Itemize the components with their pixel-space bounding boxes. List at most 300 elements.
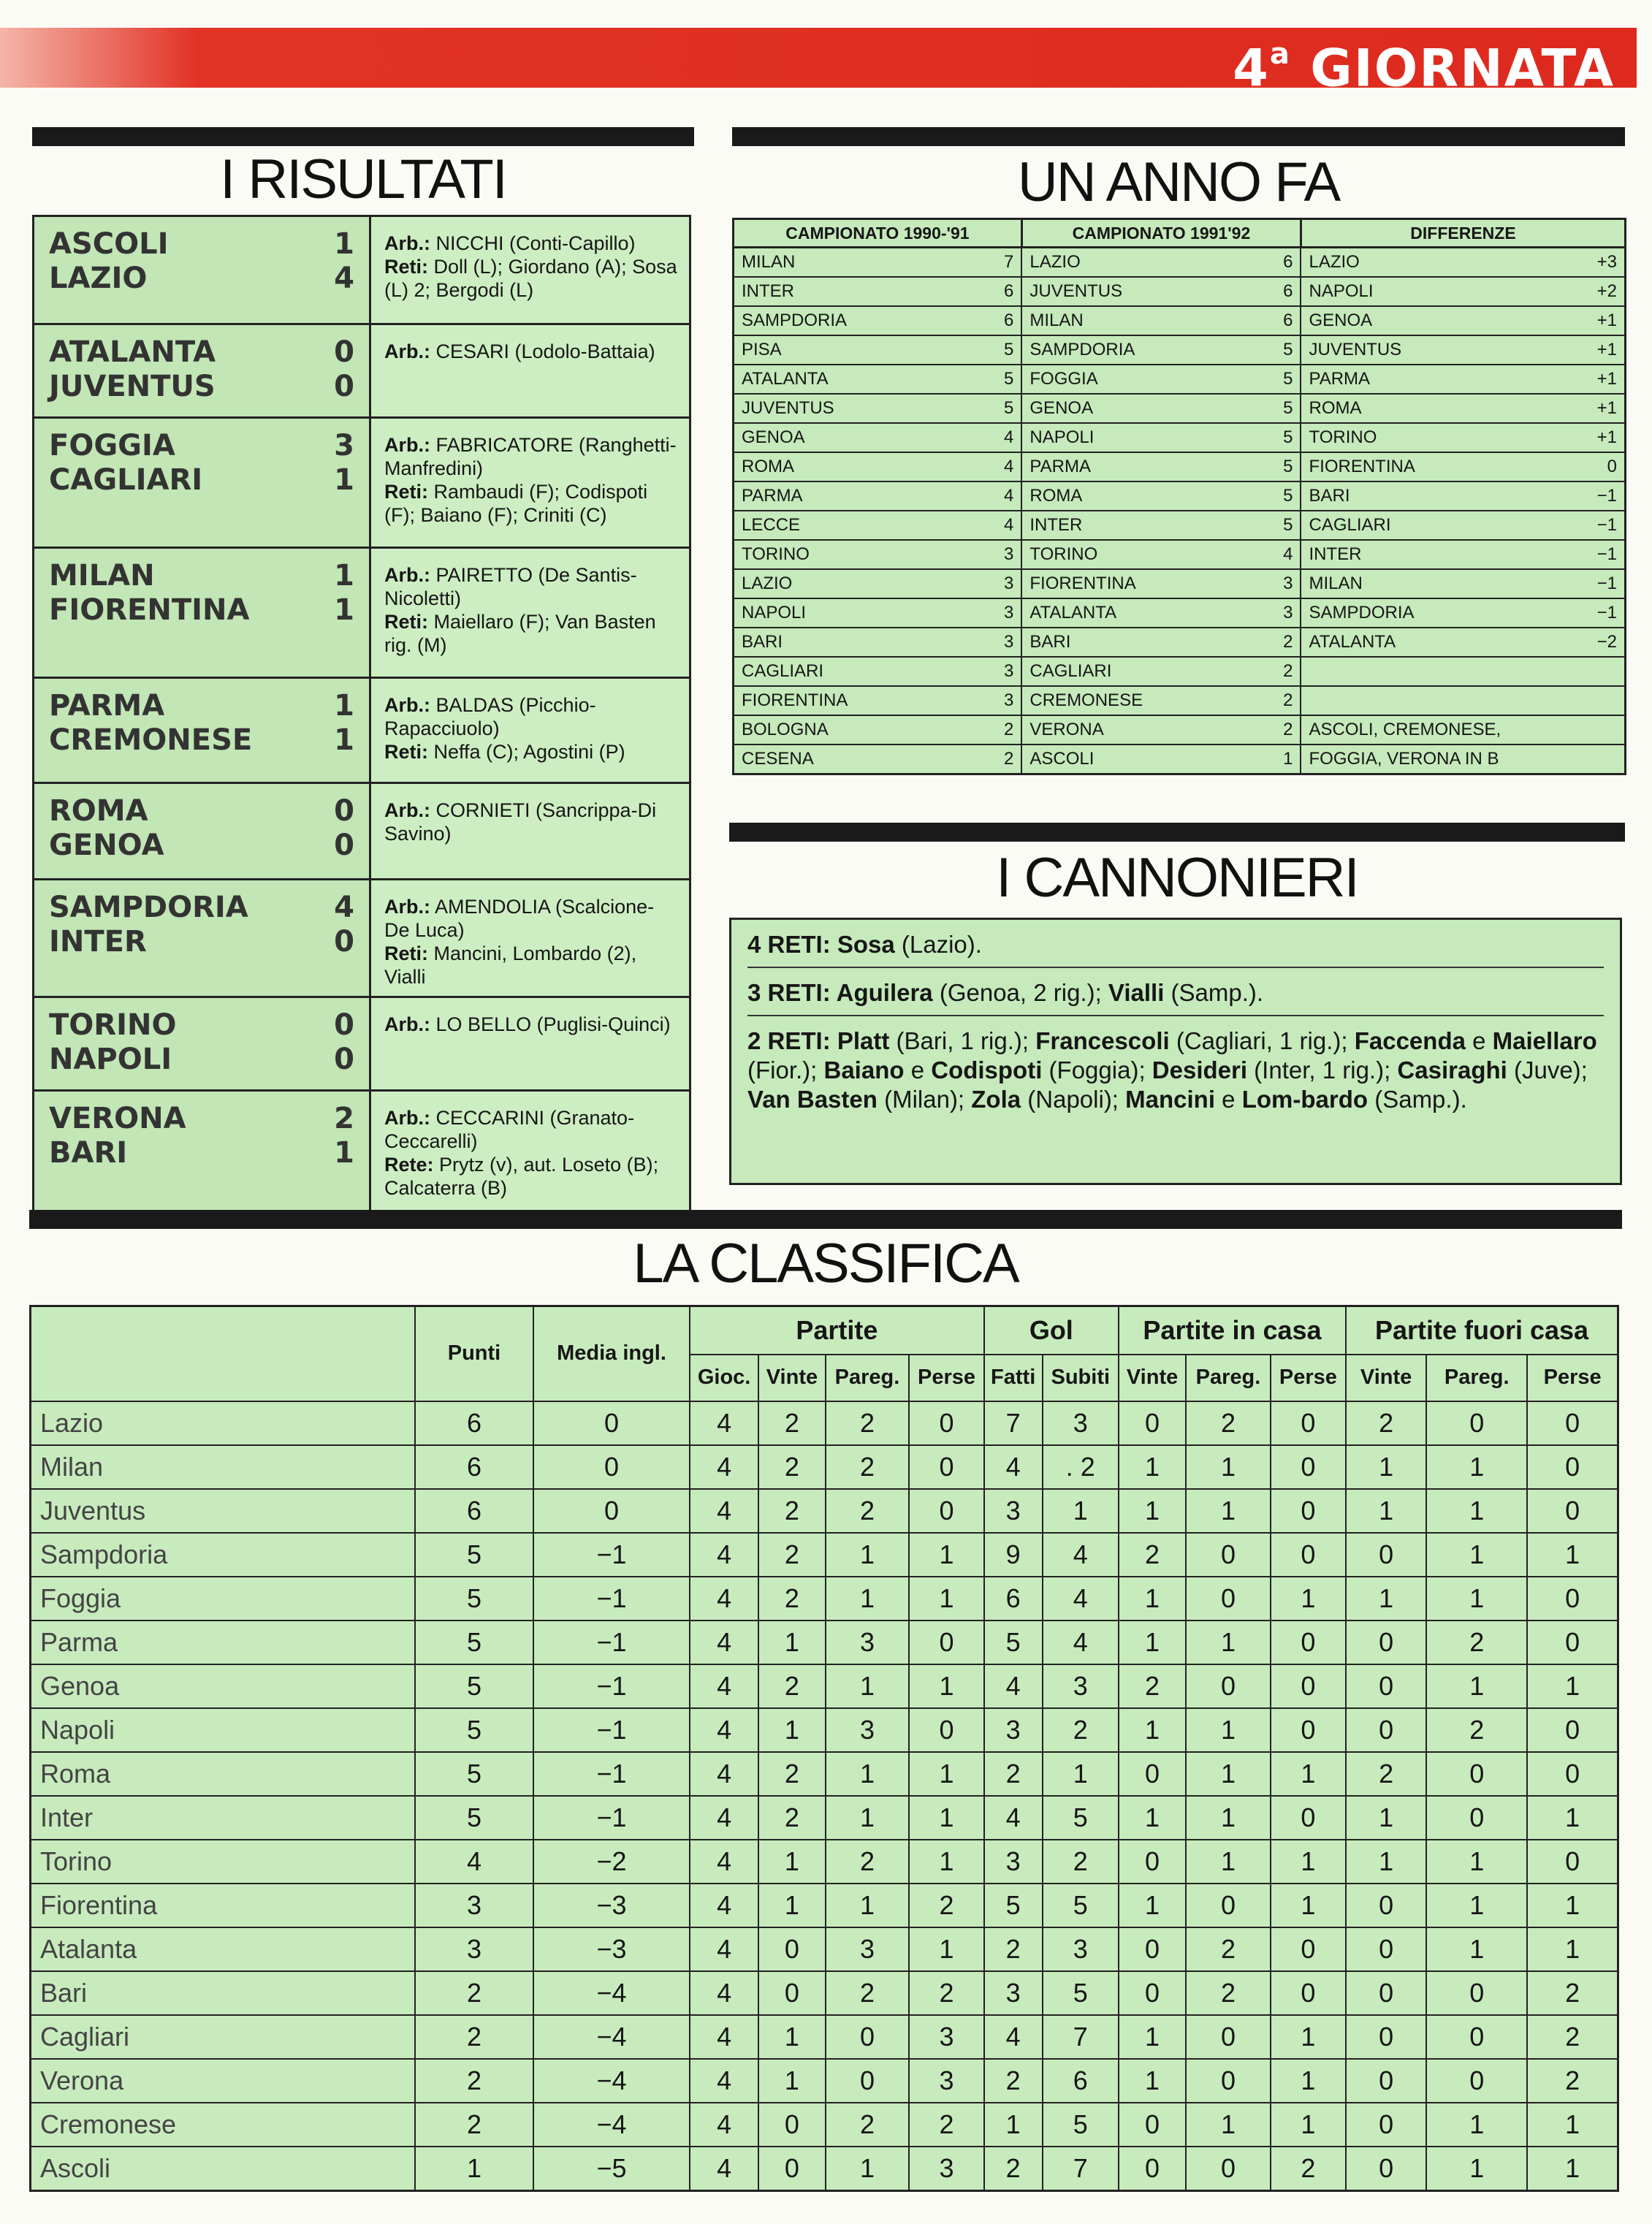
stat-cell: 3: [826, 1927, 910, 1971]
stat-cell: 2: [909, 2103, 983, 2147]
stat-cell: 0: [1426, 2059, 1527, 2103]
stat-cell: 6: [1043, 2059, 1119, 2103]
stat-cell: 1: [1271, 1884, 1346, 1927]
stat-cell: 0: [1346, 2147, 1426, 2191]
stat-cell: −1: [533, 1577, 690, 1621]
stat-cell: 1: [1426, 1884, 1527, 1927]
stat-cell: 5: [1043, 1796, 1119, 1840]
stat-cell: −4: [533, 2103, 690, 2147]
subheader-gol: Fatti: [984, 1355, 1043, 1401]
stat-cell: 1: [1043, 1752, 1119, 1796]
home-team: TORINO: [49, 1008, 177, 1042]
anno-team: FIORENTINA: [1301, 452, 1589, 481]
stat-cell: 2: [826, 1401, 910, 1445]
stat-cell: 1: [1346, 1489, 1426, 1533]
detail-value: Doll (L); Giordano (A); Sosa (L) 2; Bergodi (L): [384, 256, 677, 301]
anno-team: BOLOGNA: [734, 715, 989, 744]
scorer-name: Van Basten: [747, 1086, 878, 1113]
anno-team: LAZIO: [1301, 248, 1589, 278]
stat-cell: 1: [1186, 1489, 1271, 1533]
stat-cell: 3: [984, 1708, 1043, 1752]
detail-key: Arb.:: [384, 434, 430, 456]
stat-cell: 6: [415, 1489, 533, 1533]
anno-points: 2: [1268, 686, 1301, 715]
scorer-note: (Foggia);: [1042, 1056, 1152, 1084]
stat-cell: 1: [758, 1621, 826, 1664]
stat-cell: 5: [415, 1577, 533, 1621]
table-row: [31, 2015, 1618, 2059]
anno-team: PARMA: [734, 481, 989, 511]
anno-points: 3: [989, 540, 1021, 569]
scorer-note: (Samp.).: [1164, 979, 1264, 1006]
anno-points: −1: [1590, 540, 1626, 569]
away-line: [49, 1136, 354, 1170]
detail-line: [384, 232, 677, 255]
stat-cell: 1: [1119, 1445, 1186, 1489]
anno-points: 4: [989, 511, 1021, 540]
detail-key: Arb.:: [384, 694, 430, 716]
scorer-note: (Cagliari, 1 rig.);: [1169, 1027, 1355, 1054]
cannonieri-box: [729, 918, 1622, 1185]
stat-cell: 1: [1186, 1796, 1271, 1840]
header-punti: Punti: [415, 1306, 533, 1401]
subheader-casa: Pareg.: [1186, 1355, 1271, 1401]
stat-cell: 0: [1271, 1445, 1346, 1489]
anno-team: VERONA: [1021, 715, 1268, 744]
stat-cell: 2: [758, 1401, 826, 1445]
stat-cell: 4: [1043, 1533, 1119, 1577]
anno-team: GENOA: [1021, 394, 1268, 423]
anno-points: 4: [989, 481, 1021, 511]
cannonieri-entry: [747, 1016, 1604, 1121]
away-score: 0: [334, 925, 354, 959]
scorer-note: e: [1465, 1027, 1493, 1054]
anno-team: INTER: [1021, 511, 1268, 540]
section-bar-cannonieri: [729, 823, 1625, 842]
away-team: NAPOLI: [49, 1043, 172, 1076]
anno-team: CESENA: [734, 744, 989, 774]
stat-cell: 2: [826, 1971, 910, 2015]
anno-points: 4: [1268, 540, 1301, 569]
team-name: Inter: [31, 1796, 416, 1840]
anno-row: [734, 715, 1626, 744]
stat-cell: 2: [415, 1971, 533, 2015]
match-row: [34, 548, 690, 678]
subheader-partite: Gioc.: [690, 1355, 758, 1401]
match-teams: [34, 324, 370, 418]
scorer-name: Zola: [971, 1086, 1021, 1113]
stat-cell: −4: [533, 1971, 690, 2015]
detail-line: [384, 255, 677, 302]
home-line: [49, 794, 354, 829]
stat-cell: 4: [1043, 1621, 1119, 1664]
risultati-table: [32, 215, 691, 1220]
team-name: Atalanta: [31, 1927, 416, 1971]
scorer-name: Desideri: [1152, 1056, 1248, 1084]
stat-cell: 2: [415, 2015, 533, 2059]
team-name: Roma: [31, 1752, 416, 1796]
match-details: [370, 997, 690, 1091]
home-line: [49, 227, 354, 262]
anno-row: [734, 365, 1626, 394]
stat-cell: 0: [1426, 1971, 1527, 2015]
anno-team: [1301, 686, 1589, 715]
stat-cell: 1: [1346, 1577, 1426, 1621]
stat-cell: 2: [1186, 1971, 1271, 2015]
stat-cell: . 2: [1043, 1445, 1119, 1489]
scorer-name: Faccenda: [1354, 1027, 1466, 1054]
stat-cell: 1: [758, 1840, 826, 1884]
home-team: PARMA: [49, 689, 165, 723]
anno-points: [1590, 686, 1626, 715]
stat-cell: 4: [690, 1577, 758, 1621]
away-line: [49, 463, 354, 498]
anno-team: ASCOLI, CREMONESE,: [1301, 715, 1625, 744]
table-row: [31, 1489, 1618, 1533]
stat-cell: 0: [758, 1971, 826, 2015]
match-row: [34, 324, 690, 418]
detail-line: [384, 740, 677, 763]
stat-cell: 1: [1271, 2059, 1346, 2103]
anno-team: TORINO: [734, 540, 989, 569]
stat-cell: 0: [1527, 1840, 1618, 1884]
table-row: [31, 1796, 1618, 1840]
stat-cell: 4: [690, 2015, 758, 2059]
stat-cell: 0: [1527, 1401, 1618, 1445]
stat-cell: 1: [1426, 2147, 1527, 2191]
stat-cell: 1: [826, 2147, 910, 2191]
detail-value: Neffa (C); Agostini (P): [428, 741, 625, 763]
stat-cell: 1: [909, 1752, 983, 1796]
anno-team: CAGLIARI: [1021, 657, 1268, 686]
stat-cell: 2: [1119, 1533, 1186, 1577]
stat-cell: 0: [1186, 1884, 1271, 1927]
stat-cell: 1: [1527, 1796, 1618, 1840]
stat-cell: 4: [690, 1445, 758, 1489]
home-line: [49, 891, 354, 925]
anno-points: 5: [1268, 394, 1301, 423]
detail-value: BALDAS (Picchio-Rapacciuolo): [384, 694, 596, 739]
anno-points: 3: [989, 598, 1021, 628]
detail-key: Arb.:: [384, 232, 430, 254]
detail-line: [384, 942, 677, 989]
anno-team: TORINO: [1021, 540, 1268, 569]
team-name: Cagliari: [31, 2015, 416, 2059]
stat-cell: 5: [984, 1621, 1043, 1664]
stat-cell: 2: [1426, 1621, 1527, 1664]
stat-cell: 1: [1271, 1752, 1346, 1796]
stat-cell: 4: [690, 1971, 758, 2015]
stat-cell: 1: [826, 1577, 910, 1621]
anno-team: MILAN: [734, 248, 989, 278]
match-details: [370, 1091, 690, 1219]
match-details: [370, 548, 690, 678]
match-row: [34, 216, 690, 324]
stat-cell: 4: [690, 1401, 758, 1445]
detail-value: Rambaudi (F); Codispoti (F); Baiano (F); Criniti (C): [384, 481, 648, 526]
stat-cell: 1: [1119, 1796, 1186, 1840]
anno-team: FIORENTINA: [734, 686, 989, 715]
header-banner: [0, 28, 1637, 99]
anno-points: 6: [989, 277, 1021, 306]
stat-cell: 0: [909, 1445, 983, 1489]
table-row: [31, 1884, 1618, 1927]
detail-line: [384, 433, 677, 480]
detail-line: [384, 1013, 677, 1036]
stat-cell: 0: [1346, 1884, 1426, 1927]
home-line: [49, 335, 354, 370]
away-team: LAZIO: [49, 262, 148, 295]
stat-cell: 2: [826, 2103, 910, 2147]
stat-cell: 2: [415, 2103, 533, 2147]
stat-cell: 0: [758, 1927, 826, 1971]
stat-cell: 0: [1346, 1971, 1426, 2015]
stat-cell: 0: [1186, 2059, 1271, 2103]
stat-cell: 1: [1426, 1577, 1527, 1621]
stat-cell: −1: [533, 1533, 690, 1577]
stat-cell: 6: [415, 1401, 533, 1445]
team-name: Sampdoria: [31, 1533, 416, 1577]
stat-cell: 7: [1043, 2147, 1119, 2191]
anno-team: SAMPDORIA: [1301, 598, 1589, 628]
anno-points: 3: [989, 628, 1021, 657]
anno-team: LAZIO: [1021, 248, 1268, 278]
away-team: FIORENTINA: [49, 593, 250, 627]
home-line: [49, 559, 354, 593]
stat-cell: 1: [1527, 2147, 1618, 2191]
match-teams: [34, 783, 370, 880]
anno-team: NAPOLI: [734, 598, 989, 628]
stat-cell: −1: [533, 1708, 690, 1752]
team-name: Ascoli: [31, 2147, 416, 2191]
subheader-fuori: Pareg.: [1426, 1355, 1527, 1401]
anno-points: +2: [1590, 277, 1626, 306]
detail-key: Arb.:: [384, 340, 430, 362]
anno-team: CREMONESE: [1021, 686, 1268, 715]
risultati-title: I RISULTATI: [220, 148, 506, 210]
stat-cell: 0: [1346, 1927, 1426, 1971]
stat-cell: 3: [415, 1884, 533, 1927]
cannonieri-entry: [747, 968, 1604, 1015]
stat-cell: 1: [1527, 1664, 1618, 1708]
stat-cell: 2: [1527, 1971, 1618, 2015]
anno-points: −1: [1590, 598, 1626, 628]
anno-team: ATALANTA: [734, 365, 989, 394]
stat-cell: 3: [909, 2059, 983, 2103]
stat-cell: 4: [690, 1927, 758, 1971]
home-line: [49, 1102, 354, 1136]
stat-cell: 0: [1426, 2015, 1527, 2059]
detail-line: [384, 340, 677, 363]
stat-cell: 1: [1426, 2103, 1527, 2147]
stat-cell: 1: [1346, 1840, 1426, 1884]
stat-cell: 0: [533, 1445, 690, 1489]
match-details: [370, 216, 690, 324]
match-teams: [34, 880, 370, 997]
detail-value: FABRICATORE (Ranghetti-Manfredini): [384, 434, 677, 479]
table-row: [31, 1621, 1618, 1664]
stat-cell: 1: [1527, 2103, 1618, 2147]
away-team: BARI: [49, 1136, 128, 1170]
match-row: [34, 997, 690, 1091]
home-line: [49, 689, 354, 723]
anno-points: +1: [1590, 423, 1626, 452]
subheader-casa: Perse: [1271, 1355, 1346, 1401]
stat-cell: 0: [1119, 1752, 1186, 1796]
stat-cell: 0: [1527, 1445, 1618, 1489]
detail-value: Maiellaro (F); Van Basten rig. (M): [384, 611, 656, 656]
stat-cell: 1: [909, 1796, 983, 1840]
anno-team: TORINO: [1301, 423, 1589, 452]
stat-cell: 0: [1346, 1708, 1426, 1752]
detail-value: CECCARINI (Granato-Ceccarelli): [384, 1107, 635, 1152]
anno-points: 2: [989, 715, 1021, 744]
stat-cell: 0: [1346, 1664, 1426, 1708]
stat-cell: 1: [1186, 1621, 1271, 1664]
stat-cell: 2: [758, 1533, 826, 1577]
stat-cell: −1: [533, 1621, 690, 1664]
away-team: INTER: [49, 925, 147, 959]
stat-cell: 0: [1186, 1533, 1271, 1577]
header-gol: Gol: [984, 1306, 1119, 1355]
match-row: [34, 678, 690, 783]
stat-cell: 1: [1271, 1840, 1346, 1884]
anno-team: JUVENTUS: [1021, 277, 1268, 306]
anno-points: −1: [1590, 569, 1626, 598]
stat-cell: 1: [415, 2147, 533, 2191]
scorer-name: Francescoli: [1035, 1027, 1170, 1054]
match-details: [370, 324, 690, 418]
detail-value: CESARI (Lodolo-Battaia): [430, 340, 655, 362]
stat-cell: 6: [984, 1577, 1043, 1621]
anno-table: [732, 218, 1626, 775]
anno-team: GENOA: [1301, 306, 1589, 335]
home-score: 4: [334, 891, 354, 924]
anno-points: 5: [1268, 481, 1301, 511]
section-bar-anno: [732, 127, 1625, 146]
anno-points: 5: [989, 365, 1021, 394]
stat-cell: 2: [1186, 1927, 1271, 1971]
away-score: 0: [334, 1043, 354, 1076]
anno-row: [734, 335, 1626, 365]
stat-cell: −1: [533, 1752, 690, 1796]
classifica-title: LA CLASSIFICA: [633, 1233, 1019, 1295]
stat-cell: 0: [909, 1489, 983, 1533]
stat-cell: −4: [533, 2059, 690, 2103]
stat-cell: 2: [1527, 2059, 1618, 2103]
stat-cell: 1: [1527, 1927, 1618, 1971]
detail-key: Rete:: [384, 1154, 434, 1176]
detail-value: NICCHI (Conti-Capillo): [430, 232, 636, 254]
stat-cell: 2: [909, 1971, 983, 2015]
stat-cell: 0: [1186, 1577, 1271, 1621]
stat-cell: 1: [1186, 1840, 1271, 1884]
match-row: [34, 418, 690, 548]
subheader-partite: Pareg.: [826, 1355, 910, 1401]
scorer-name: Baiano: [823, 1056, 905, 1084]
anno-row: [734, 598, 1626, 628]
anno-team: ROMA: [1021, 481, 1268, 511]
scorer-name: 4 RETI: Sosa: [747, 931, 895, 958]
stat-cell: 2: [1527, 2015, 1618, 2059]
table-row: [31, 2103, 1618, 2147]
stat-cell: 2: [758, 1577, 826, 1621]
home-score: 1: [334, 227, 354, 261]
anno-points: 3: [989, 686, 1021, 715]
stat-cell: 4: [690, 2147, 758, 2191]
stat-cell: 0: [1271, 1708, 1346, 1752]
stat-cell: 0: [1271, 1489, 1346, 1533]
stat-cell: 4: [690, 1533, 758, 1577]
scorer-name: Codispoti: [931, 1056, 1043, 1084]
stat-cell: 1: [826, 1752, 910, 1796]
team-name: Fiorentina: [31, 1884, 416, 1927]
stat-cell: 2: [1186, 1401, 1271, 1445]
stat-cell: 3: [984, 1840, 1043, 1884]
anno-points: 2: [989, 744, 1021, 774]
away-team: CAGLIARI: [49, 463, 203, 497]
anno-points: 1: [1268, 744, 1301, 774]
stat-cell: 3: [909, 2015, 983, 2059]
stat-cell: 2: [826, 1489, 910, 1533]
home-team: VERONA: [49, 1102, 186, 1135]
stat-cell: 4: [984, 1664, 1043, 1708]
match-teams: [34, 418, 370, 548]
away-line: [49, 593, 354, 628]
stat-cell: 2: [984, 2147, 1043, 2191]
anno-points: +1: [1590, 335, 1626, 365]
stat-cell: −1: [533, 1664, 690, 1708]
detail-line: [384, 610, 677, 657]
detail-value: CORNIETI (Sancrippa-Di Savino): [384, 799, 657, 845]
anno-team: JUVENTUS: [1301, 335, 1589, 365]
away-score: 0: [334, 370, 354, 403]
home-team: ASCOLI: [49, 227, 169, 261]
stat-cell: 0: [1119, 1840, 1186, 1884]
anno-team: LECCE: [734, 511, 989, 540]
stat-cell: 4: [984, 1445, 1043, 1489]
team-name: Genoa: [31, 1664, 416, 1708]
stat-cell: 4: [1043, 1577, 1119, 1621]
stat-cell: 0: [758, 2103, 826, 2147]
section-bar-classifica: [29, 1210, 1622, 1229]
scorer-note: (Samp.).: [1368, 1086, 1467, 1113]
stat-cell: 4: [415, 1840, 533, 1884]
stat-cell: 5: [1043, 1884, 1119, 1927]
away-team: JUVENTUS: [49, 370, 216, 403]
home-score: 2: [334, 1102, 354, 1135]
stat-cell: 2: [1119, 1664, 1186, 1708]
stat-cell: 9: [984, 1533, 1043, 1577]
stat-cell: 0: [1426, 1401, 1527, 1445]
stat-cell: 2: [1043, 1708, 1119, 1752]
anno-row: [734, 306, 1626, 335]
anno-team: FOGGIA, VERONA IN B: [1301, 744, 1625, 774]
stat-cell: 0: [1346, 1533, 1426, 1577]
team-name: Bari: [31, 1971, 416, 2015]
home-score: 1: [334, 689, 354, 723]
stat-cell: 1: [1426, 1927, 1527, 1971]
match-row: [34, 880, 690, 997]
anno-team: ROMA: [734, 452, 989, 481]
anno-points: 6: [989, 306, 1021, 335]
away-line: [49, 723, 354, 758]
stat-cell: 1: [1346, 1445, 1426, 1489]
stat-cell: 2: [758, 1489, 826, 1533]
detail-key: Reti:: [384, 611, 428, 633]
stat-cell: 4: [690, 1621, 758, 1664]
stat-cell: 1: [758, 2015, 826, 2059]
